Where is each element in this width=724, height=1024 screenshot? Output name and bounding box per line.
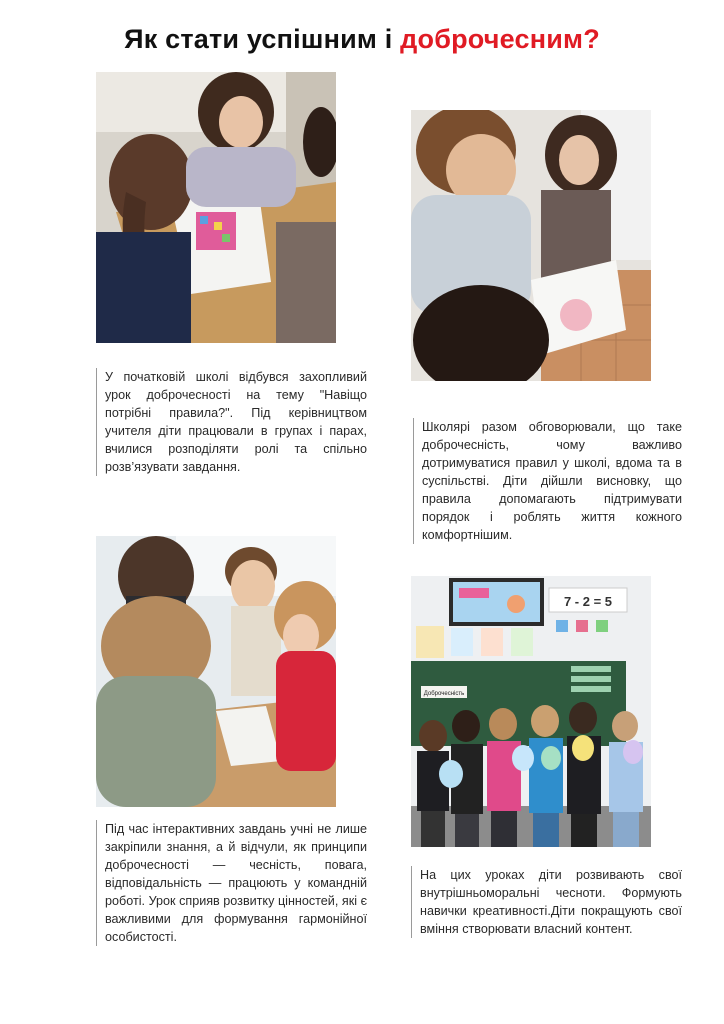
paragraph-3 [96,820,367,946]
photo-girls-worksheet [96,72,336,343]
page-title [0,24,724,55]
paragraph-1 [96,368,367,476]
board-equation: 7 - 2 = 5 [563,594,613,609]
paragraph-4 [411,866,682,938]
title-accent: доброчесним? [400,24,600,54]
photo-class-board [411,576,651,847]
paragraph-2 [413,418,682,544]
photo-group-table [96,536,336,807]
paragraph-2-text: Школярі разом обговорювали, що таке доброчесність, чому важливо дотримуватися правил у школі, вдома та в суспільстві. Діти дійшли висновку, що правила допомагають підтримувати порядок і роблять життя кожного комфортнішим. [422,420,682,542]
title-main: Як стати успішним і [124,24,401,54]
paragraph-1-text: У початковій школі відбувся захопливий урок доброчесності на тему "Навіщо потрібні правила?". Під керівництвом учителя діти працювали в групах і парах, вчилися розподіляти ролі та спільно розв’язувати завдання. [105,370,367,474]
paragraph-3-text: Під час інтерактивних завдань учні не лише закріпили знання, а й відчули, як принципи доброчесності — чесність, повага, відповідальність — працюють у командній роботі. Урок сприяв розвитку цінностей, які є важливими для формування гармонійної особистості. [105,822,367,944]
paragraph-4-text: На цих уроках діти розвивають свої внутрішньоморальні чесноти. Формують навички креативності.Діти покращують свої вміння створювати власний контент. [420,868,682,936]
photo-kids-reading [411,110,651,381]
board-label: Доброчесність [423,691,465,697]
